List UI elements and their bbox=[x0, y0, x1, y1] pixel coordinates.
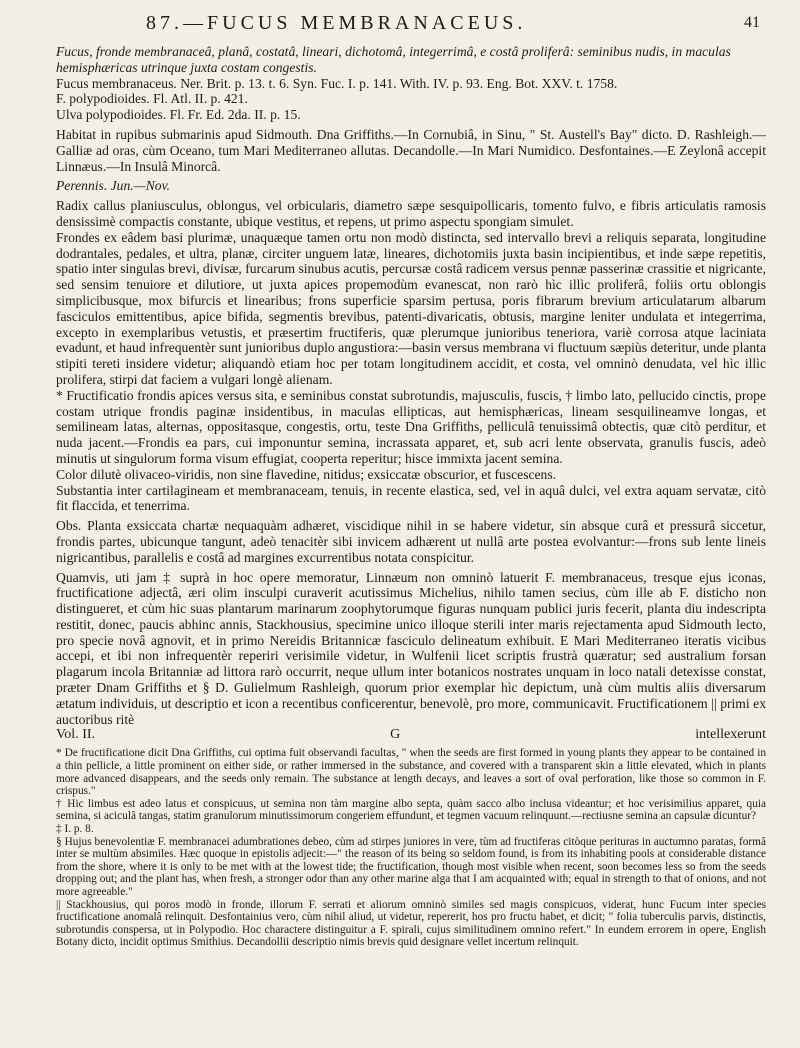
habitat-paragraph: Habitat in rupibus submarinis apud Sidmouth. Dna Griffiths.—In Cornubiâ, in Sinu, " St. Austell's Bay" dicto. D. Rashleigh.—Galliæ ad oras, cùm Oceano, tum Mari Mediterraneo allutas. Decandolle.—In Mari Numidico. Desfontaines.—E Zeylonâ accepit Linnæus.—In Insulâ Minorcâ. bbox=[56, 126, 766, 174]
signature-mark: G bbox=[390, 727, 401, 743]
substantia-paragraph: Substantia inter cartilagineam et membranaceam, tenuis, in recente elastica, sed, vel in aquâ dulci, vel extra aquam servatæ, citò fit flaccida, et tenerrima. bbox=[56, 482, 766, 514]
synonym-fl-fr: Ulva polypodioides. Fl. Fr. Ed. 2da. II. p. 15. bbox=[56, 107, 301, 123]
footnotes bbox=[56, 747, 766, 949]
running-title: 87.—FUCUS MEMBRANACEUS. bbox=[146, 12, 527, 34]
signature-line bbox=[56, 727, 766, 743]
synonymy-block bbox=[56, 44, 766, 123]
catchword: intellexerunt bbox=[695, 727, 766, 743]
footnote-dagger: † Hic limbus est adeo latus et conspicuus, ut semina non tàm margine albo septa, quàm sacco albo inclusa videantur; et hoc verisimilius apparet, quia semina, si aciculâ tangas, statim granulorum minutissimorum congeriem effundunt, et tegmen vacuum relinquunt.—rectiusne semina an capsulæ dicuntur? bbox=[56, 797, 766, 823]
synonym-fl-atl: F. polypodioides. Fl. Atl. II. p. 421. bbox=[56, 91, 248, 107]
running-header bbox=[56, 0, 766, 44]
diagnosis: Fucus, fronde membranaceâ, planâ, costatâ, lineari, dichotomâ, integerrimâ, e costâ proliferâ: seminibus nudis, in maculas hemisphæricas utrinque juxta costam congestis. bbox=[56, 44, 731, 75]
footnote-section: § Hujus benevolentiæ F. membranacei adumbrationes debeo, cùm ad stirpes juniores in vere, tùm ad fructiferas citòque perituras in auctumno paratas, formâ inter se multùm absimiles. Hæc quoque in epistolis adjecit:—" the reason of its being so seldom found, is from its inhabiting pools at considerable distance from the shore, where it is only to be met with at the lowest tide; the fructification, though most visible when recent, soon becomes less so from the seeds dropping out; and the plant has, when fresh, a stronger odor than any other marine alga that I am acquainted with; equal in strength to that of onions, and not more agreeable." bbox=[56, 835, 766, 898]
volume-label: Vol. II. bbox=[56, 727, 96, 743]
radix-paragraph: Radix callus planiusculus, oblongus, vel orbicularis, diametro sæpe sesquipollicaris, tomento fulvo, e fibris articulatis ramosis densissimè compactis constante, ubique vestitus, et repens, ut primo aspectu spongiam simulet. bbox=[56, 198, 766, 229]
footnote-double-dagger: ‡ I. p. 8. bbox=[56, 823, 94, 836]
synonym-ner-brit: Fucus membranaceus. Ner. Brit. p. 13. t. 6. Syn. Fuc. I. p. 141. With. IV. p. 93. Eng. Bot. XXV. t. 1758. bbox=[56, 75, 618, 91]
discussion-paragraph: Quamvis, uti jam ‡ suprà in hoc opere memoratur, Linnæum non omninò latuerit F. membranaceus, tresque ejus iconas, fructificatione adjectâ, æri olim insculpi curaverit acutissimus Michelius, nihilo tamen secius, cùm ille ab F. disticho non distingueret, et cùm hic suas plantarum marinarum zoophytorumque figuras nunquam publici juris fecerit, planta diu indescripta restitit, donec, paucis abhinc annis, Stackhousius, specimine unico illoque sterili inter maris rejectamenta apud Sidmouth lecto, pro specie novâ agnovit, et in primo Nereidis Britannicæ fasciculo delineatum exhibuit. E Mari Mediterraneo iteratis vicibus accepi, et ibi non infrequentèr reperiri verisimile videtur, in Wulfenii licet scriptis frustrà quæratur; sed australium forsan plagarum incola Britanniæ ad littora rarò occurrit, neque ullum inter botanicos nostrates unquam in loco natali detexisse constat, præter Dnam Griffiths et § D. Gulielmum Rashleigh, quorum prior exemplar hìc depictum, unà cùm multis aliis diversarum ætatum individuis, ut descriptio et icon a recentibus conficerentur, benevolè, pro more, communicavit. Fructificationem || primi ex auctoribus ritè bbox=[56, 569, 766, 727]
frondes-paragraph: Frondes ex eâdem basi plurimæ, unaquæque tamen ortu non modò distincta, sed intervallo brevi a reliquis separata, longitudine dodrantales, pedales, et ultra, planæ, circiter unguem latæ, lineares, dichotomiis juxta basin incipientibus, et inde sæpe repetitis, spatio inter singulas brevi, divisæ, furcarum sinubus acutis, percursæ costâ radicem versus pennæ passerinæ crassitie et nigricante, sed sensim tenuiore et dilutiore, ut juxta apices propemodùm evanescat, non rarò hìc illìc proliferâ, foliis ortu oblongis simplicibusque, mox bifurcis et linearibus; frons superficie sparsim pertusa, poris fibrarum brevium articulatarum albarum fasciculos emittentibus, apice bifida, segmentis brevibus, patenti-divaricatis, obtusis, margine leniter undulata et integerrima, excepto in exemplaribus vetustis, et præsertim fructiferis, quæ plerumque junioribus teneriora, variè corrosa atque laciniata evadunt, et haud infrequentèr sunt junioribus duplo angustiora:—basin versus membrana vi fluctuum sæpiùs deteritur, unde planta stipiti tereti insidere videtur; aliquandò etiam hoc per totam longitudinem accidit, et costa, vel omninò denudata, vel hìc illìc prolifera, stirpi dat faciem a vulgari longè alienam. bbox=[56, 229, 766, 387]
color-paragraph: Color dilutè olivaceo-viridis, non sine flavedine, nitidus; exsiccatæ obscurior, et fuscescens. bbox=[56, 466, 557, 482]
obs-paragraph: Obs. Planta exsiccata chartæ nequaquàm adhæret, viscidique nihil in se habere videtur, sin absque curâ et pressurâ siccetur, frondis partes, ubicunque tangunt, adeò tenacitèr sibi invicem adhærent ut nullâ arte postea evolvantur:—frons sub lente lineis nigricantibus, parallelis e costâ ad margines excurrentibus notata conspicitur. bbox=[56, 518, 766, 565]
page-number: 41 bbox=[744, 14, 760, 31]
footnote-parallel: || Stackhousius, qui poros modò in fronde, illorum F. serrati et aliorum omninò similes sed magis conspicuos, viderat, hunc Fucum inter species fructificatione anomalâ relinquit. Desfontainius vero, cùm nihil aliud, ut videtur, repererit, hos pro fructu habet, et dicit; " folia tuberculis parvis, distinctis, subrotundis conspersa, ut in Polypodio. Hoc charactere distinguitur a F. spirali, cujus similitudinem omnino refert." In eundem errorem in opere, English Botany dicto, incidit optimus Smithius. Decandollii descriptio nimis brevis quid designare vellet incertum relinquit. bbox=[56, 898, 766, 949]
footnote-asterisk: * De fructificatione dicit Dna Griffiths, cui optima fuit observandi facultas, " when the seeds are first formed in young plants they appear to be contained in a thin pellicle, a little prominent on either side, or rather immersed in the substance, and covered with a transparent skin a little elevated, which in plants more advanced disappears, and the seeds only remain. The substance at length decays, and leaves a sort of oval perforation, like those so common in F. crispus." bbox=[56, 747, 766, 798]
fructificatio-paragraph: * Fructificatio frondis apices versus sita, e seminibus constat subrotundis, majusculis, fuscis, † limbo lato, pellucido cinctis, prope costam utrique frondis paginæ insidentibus, in maculas ellipticas, aut hemisphæricas, lineam sesquilineamve longas, et semilineam latas, alternas, oppositasque, congestis, ortu, teste Dna Griffiths, pelliculâ tenuissimâ obtectis, quæ citò perditur, et nuda jacent.—Frondis ea pars, cui imponuntur semina, incrassata apparet, et, sub acri lente observata, granulis fuscis, adeò minutis ut singulorum forma visum effugiat, cooperta reperitur; hisce immixta jacent semina. bbox=[56, 387, 766, 466]
perennis-line: Perennis. Jun.—Nov. bbox=[56, 178, 171, 194]
